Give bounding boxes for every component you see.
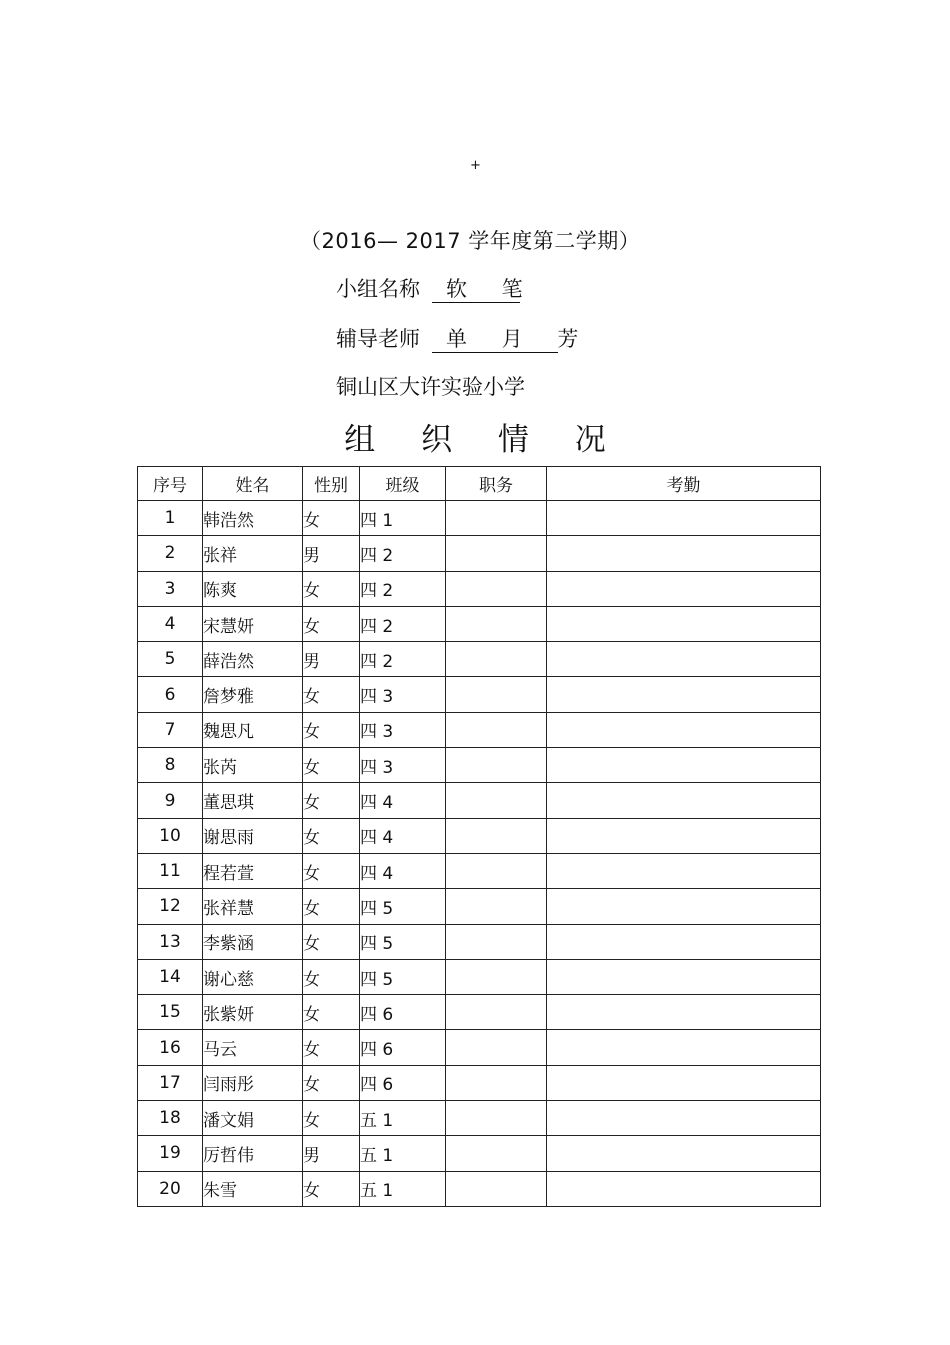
cell-gender: 女	[303, 889, 360, 924]
header-attendance: 考勤	[547, 467, 821, 501]
cell-number: 6	[138, 677, 203, 712]
cell-name: 詹梦雅	[203, 677, 303, 712]
cell-role	[446, 1030, 547, 1065]
cell-role	[446, 1065, 547, 1100]
group-name-label: 小组名称	[336, 277, 420, 301]
cell-gender: 女	[303, 606, 360, 641]
cell-number: 18	[138, 1101, 203, 1136]
cell-number: 13	[138, 924, 203, 959]
cell-number: 3	[138, 571, 203, 606]
cell-attendance	[547, 571, 821, 606]
table-row	[138, 571, 821, 606]
table-row	[138, 536, 821, 571]
table-row	[138, 712, 821, 747]
cell-name: 程若萱	[203, 853, 303, 888]
table-row	[138, 606, 821, 641]
table-row	[138, 995, 821, 1030]
cell-number: 11	[138, 853, 203, 888]
cell-gender: 女	[303, 959, 360, 994]
cell-attendance	[547, 1136, 821, 1171]
cell-gender: 女	[303, 1171, 360, 1206]
school-name: 铜山区大许实验小学	[336, 375, 525, 399]
table-row	[138, 818, 821, 853]
table-row	[138, 1065, 821, 1100]
cell-attendance	[547, 642, 821, 677]
cell-class: 四 2	[360, 642, 446, 677]
table-row	[138, 853, 821, 888]
table-row	[138, 924, 821, 959]
cell-number: 19	[138, 1136, 203, 1171]
cell-name: 张芮	[203, 748, 303, 783]
cell-class: 四 4	[360, 818, 446, 853]
cell-name: 谢心慈	[203, 959, 303, 994]
cell-number: 20	[138, 1171, 203, 1206]
cell-class: 四 3	[360, 677, 446, 712]
cell-class: 四 6	[360, 1030, 446, 1065]
header-name: 姓名	[203, 467, 303, 501]
table-row	[138, 1101, 821, 1136]
cell-name: 朱雪	[203, 1171, 303, 1206]
header-role: 职务	[446, 467, 547, 501]
cell-attendance	[547, 606, 821, 641]
header-class: 班级	[360, 467, 446, 501]
table-row	[138, 959, 821, 994]
cell-name: 董思琪	[203, 783, 303, 818]
header-number: 序号	[138, 467, 203, 501]
cell-name: 马云	[203, 1030, 303, 1065]
cell-role	[446, 606, 547, 641]
cell-role	[446, 748, 547, 783]
cell-gender: 女	[303, 783, 360, 818]
cell-gender: 女	[303, 995, 360, 1030]
table-row	[138, 1136, 821, 1171]
cell-attendance	[547, 853, 821, 888]
cell-attendance	[547, 995, 821, 1030]
cell-attendance	[547, 889, 821, 924]
cell-number: 7	[138, 712, 203, 747]
cell-gender: 女	[303, 1030, 360, 1065]
cell-name: 宋慧妍	[203, 606, 303, 641]
cell-name: 张祥慧	[203, 889, 303, 924]
table-row	[138, 642, 821, 677]
cell-name: 韩浩然	[203, 501, 303, 536]
cell-number: 14	[138, 959, 203, 994]
cell-attendance	[547, 1065, 821, 1100]
cell-gender: 女	[303, 712, 360, 747]
cell-gender: 女	[303, 748, 360, 783]
cell-role	[446, 1171, 547, 1206]
cell-number: 8	[138, 748, 203, 783]
cell-role	[446, 924, 547, 959]
cell-number: 12	[138, 889, 203, 924]
cell-name: 谢思雨	[203, 818, 303, 853]
group-name-line	[336, 274, 537, 304]
cell-role	[446, 1136, 547, 1171]
cell-attendance	[547, 783, 821, 818]
cell-class: 四 3	[360, 748, 446, 783]
cell-name: 张紫妍	[203, 995, 303, 1030]
cell-role	[446, 853, 547, 888]
cell-number: 16	[138, 1030, 203, 1065]
cell-role	[446, 783, 547, 818]
cell-gender: 女	[303, 924, 360, 959]
section-title: 组 织 情 况	[344, 422, 624, 458]
cell-role	[446, 501, 547, 536]
cell-name: 张祥	[203, 536, 303, 571]
cell-attendance	[547, 959, 821, 994]
cell-attendance	[547, 501, 821, 536]
cell-attendance	[547, 677, 821, 712]
cell-number: 15	[138, 995, 203, 1030]
cell-number: 17	[138, 1065, 203, 1100]
cell-name: 闫雨彤	[203, 1065, 303, 1100]
cell-gender: 男	[303, 1136, 360, 1171]
cell-attendance	[547, 924, 821, 959]
table-row	[138, 677, 821, 712]
cell-role	[446, 642, 547, 677]
cell-gender: 女	[303, 571, 360, 606]
cell-role	[446, 889, 547, 924]
member-table	[137, 466, 821, 1207]
cell-number: 1	[138, 501, 203, 536]
cell-gender: 男	[303, 536, 360, 571]
cell-gender: 男	[303, 642, 360, 677]
cell-attendance	[547, 1101, 821, 1136]
cell-name: 李紫涵	[203, 924, 303, 959]
school-term: （2016— 2017 学年度第二学期）	[300, 229, 641, 253]
table-row	[138, 783, 821, 818]
cell-class: 四 1	[360, 501, 446, 536]
cell-class: 四 3	[360, 712, 446, 747]
cell-gender: 女	[303, 1101, 360, 1136]
cell-gender: 女	[303, 1065, 360, 1100]
cell-role	[446, 1101, 547, 1136]
teacher-value: 单 月 芳	[432, 326, 558, 353]
cell-role	[446, 959, 547, 994]
cell-class: 五 1	[360, 1101, 446, 1136]
cell-attendance	[547, 712, 821, 747]
teacher-line	[336, 324, 593, 354]
cell-class: 四 2	[360, 606, 446, 641]
cell-name: 厉哲伟	[203, 1136, 303, 1171]
cell-number: 10	[138, 818, 203, 853]
cell-role	[446, 536, 547, 571]
cell-class: 四 2	[360, 536, 446, 571]
cell-attendance	[547, 1030, 821, 1065]
cell-name: 潘文娟	[203, 1101, 303, 1136]
cell-gender: 女	[303, 501, 360, 536]
cell-role	[446, 571, 547, 606]
header-gender: 性别	[303, 467, 360, 501]
teacher-label: 辅导老师	[336, 327, 420, 351]
cell-class: 五 1	[360, 1171, 446, 1206]
cell-class: 四 4	[360, 783, 446, 818]
cell-number: 4	[138, 606, 203, 641]
page-mark: +	[470, 158, 481, 173]
cell-attendance	[547, 818, 821, 853]
cell-class: 五 1	[360, 1136, 446, 1171]
table-row	[138, 748, 821, 783]
cell-class: 四 5	[360, 959, 446, 994]
cell-role	[446, 995, 547, 1030]
table-header-row	[138, 467, 821, 501]
cell-class: 四 6	[360, 1065, 446, 1100]
cell-number: 5	[138, 642, 203, 677]
table-row	[138, 501, 821, 536]
cell-class: 四 4	[360, 853, 446, 888]
cell-name: 陈爽	[203, 571, 303, 606]
cell-attendance	[547, 1171, 821, 1206]
cell-gender: 女	[303, 853, 360, 888]
cell-name: 魏思凡	[203, 712, 303, 747]
table-row	[138, 1030, 821, 1065]
cell-attendance	[547, 748, 821, 783]
cell-role	[446, 818, 547, 853]
cell-gender: 女	[303, 677, 360, 712]
cell-name: 薛浩然	[203, 642, 303, 677]
table-row	[138, 889, 821, 924]
cell-role	[446, 677, 547, 712]
cell-role	[446, 712, 547, 747]
cell-number: 2	[138, 536, 203, 571]
cell-number: 9	[138, 783, 203, 818]
cell-attendance	[547, 536, 821, 571]
cell-class: 四 2	[360, 571, 446, 606]
cell-gender: 女	[303, 818, 360, 853]
cell-class: 四 5	[360, 889, 446, 924]
table-row	[138, 1171, 821, 1206]
cell-class: 四 5	[360, 924, 446, 959]
cell-class: 四 6	[360, 995, 446, 1030]
group-name-value: 软 笔	[432, 276, 520, 303]
